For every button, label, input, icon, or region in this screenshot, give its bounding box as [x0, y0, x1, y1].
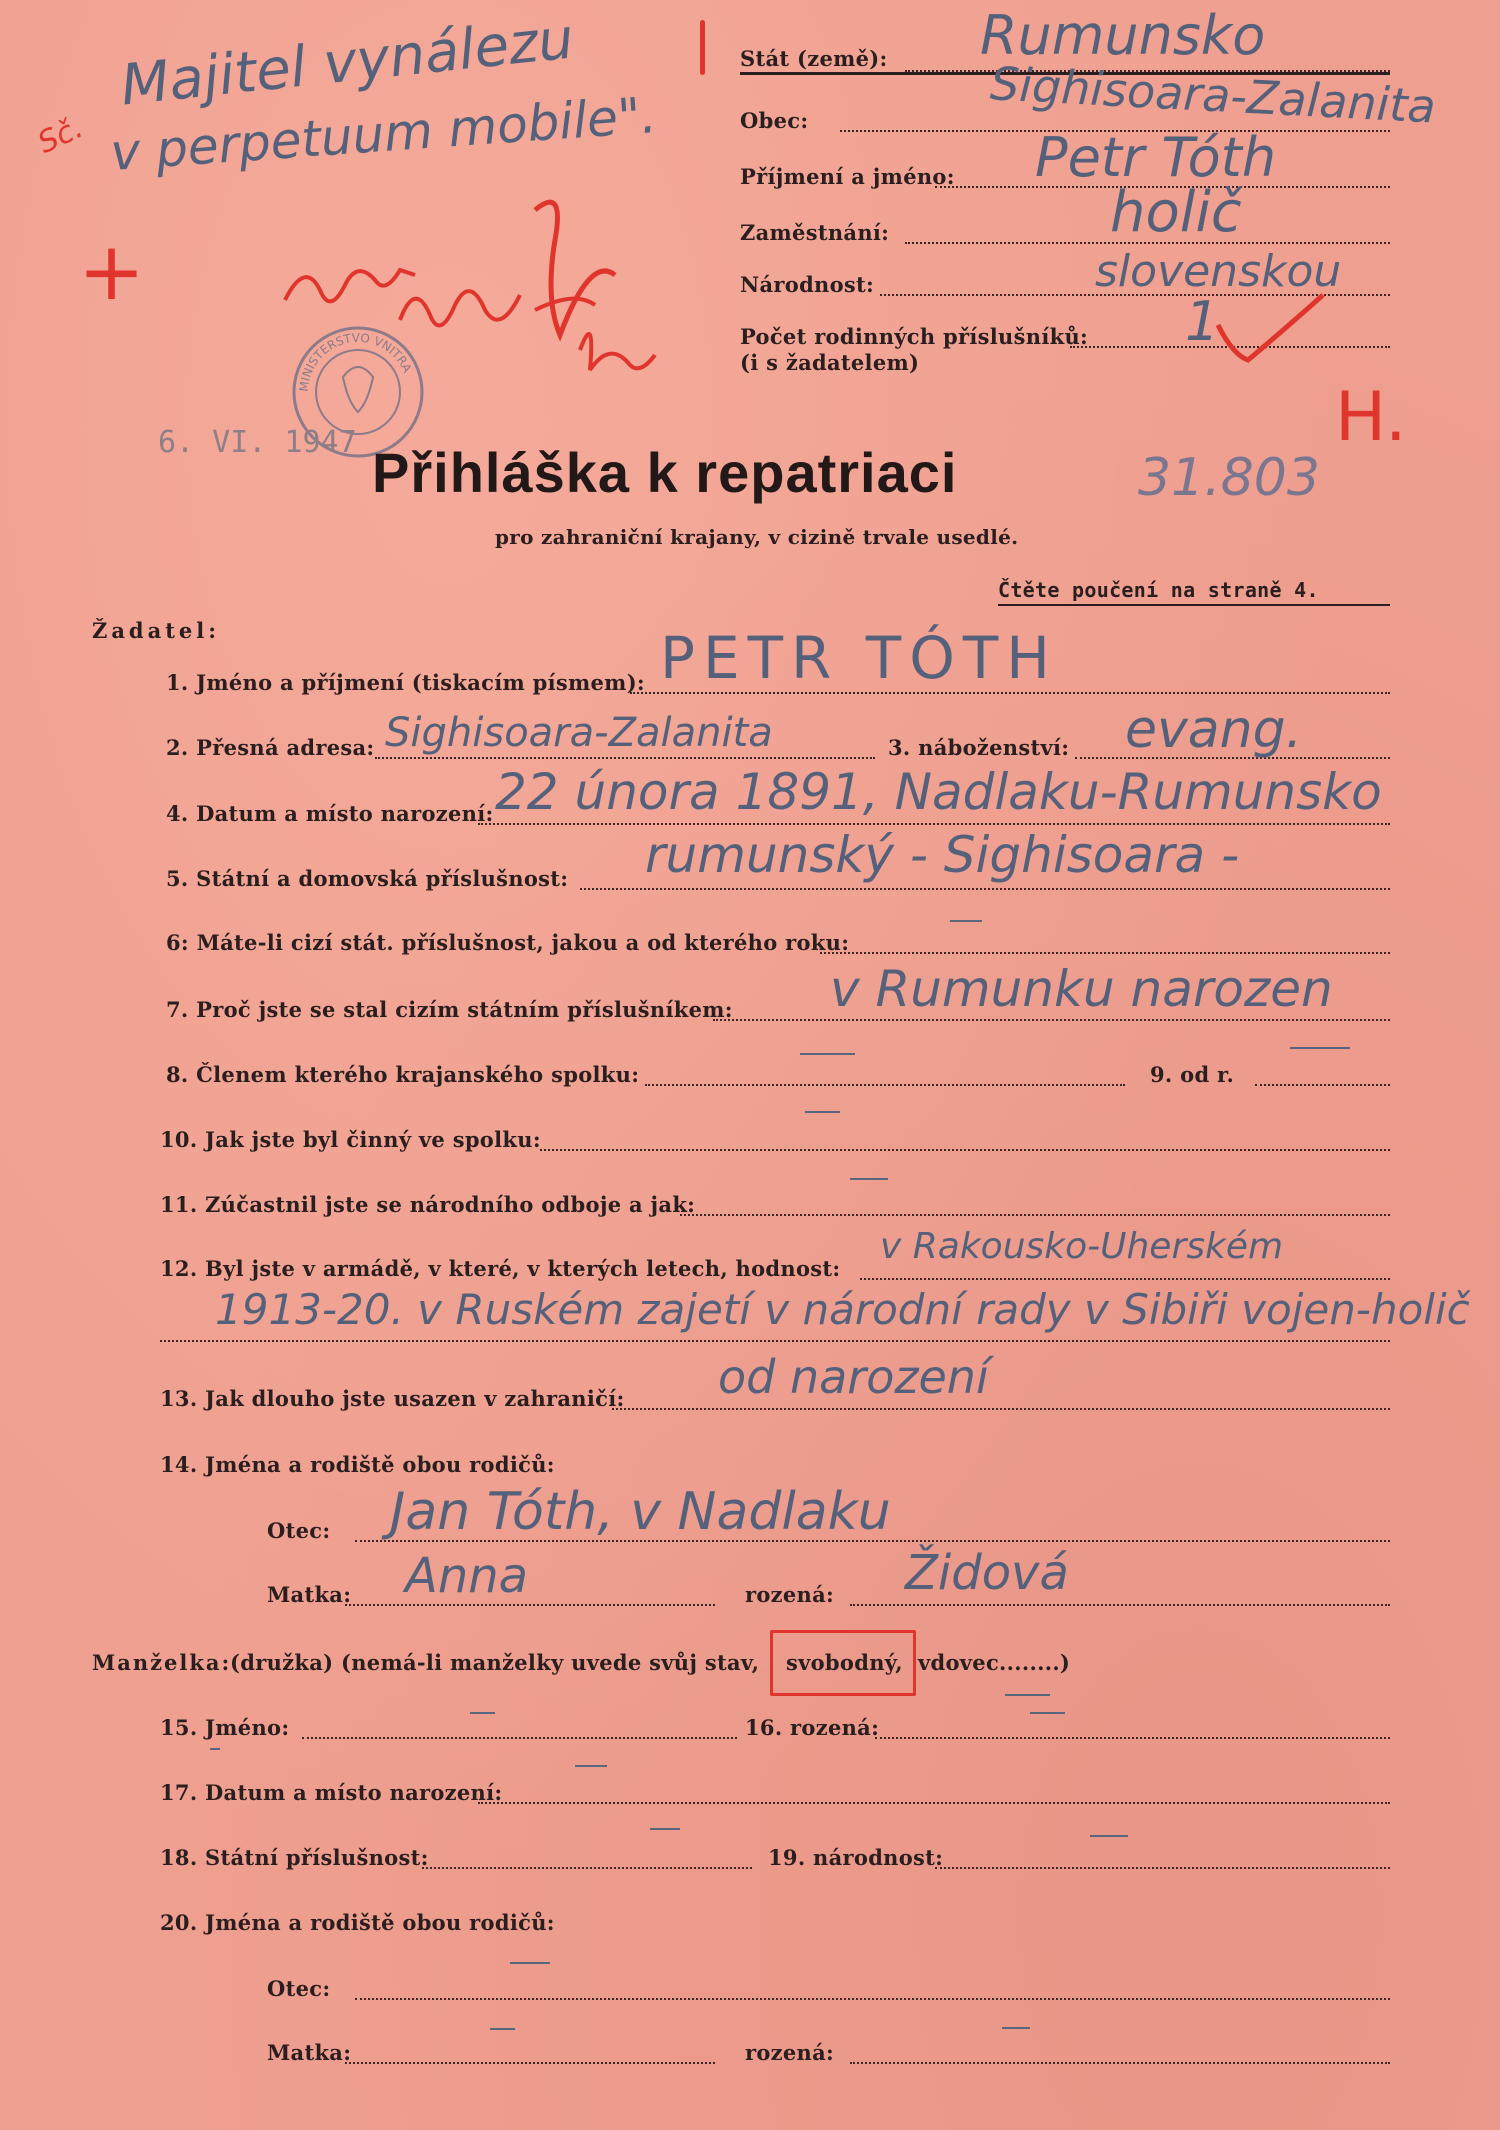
a1-value: PETR TÓTH: [660, 624, 1058, 692]
q16-label: 16. rozená:: [745, 1715, 880, 1740]
a14-matka-value: Anna: [405, 1548, 529, 1604]
a20-otec-dash: [510, 1962, 550, 1964]
q5-label: 5. Státní a domovská příslušnost:: [166, 866, 569, 891]
a7-value: v Rumunku narozen: [830, 960, 1333, 1018]
q13-label: 13. Jak dlouho jste usazen v zahraničí:: [160, 1386, 625, 1411]
zamestnani-value: holič: [1110, 180, 1242, 245]
a18-dash: [650, 1828, 680, 1830]
q9-line: [1255, 1084, 1390, 1086]
wife-svobodny: svobodný,: [786, 1650, 903, 1675]
q7-label: 7. Proč jste se stal cizím státním příslušníkem:: [166, 997, 733, 1022]
a2-value: Sighisoara-Zalanita: [385, 710, 773, 756]
corner-mark: Sč.: [32, 110, 89, 161]
a16-dash: [1030, 1712, 1065, 1714]
q12-label: 12. Byl jste v armádě, v které, v kterých letech, hodnost:: [160, 1256, 841, 1281]
narodnost-label: Národnost:: [740, 272, 875, 297]
a19-dash: [1090, 1835, 1128, 1837]
q20-rozena-line: [850, 2062, 1390, 2064]
prijmeni-label: Příjmení a jméno:: [740, 164, 955, 189]
stamp-text: MINISTERSTVO VNITRA: [296, 330, 415, 393]
stat-label: Stát (země):: [740, 46, 888, 71]
q6-label: 6: Máte-li cizí stát. příslušnost, jakou a od kterého roku:: [166, 930, 850, 955]
q8-line: [645, 1084, 1125, 1086]
note-line-1: Majitel vynálezu: [117, 6, 577, 119]
q1-label: 1. Jméno a příjmení (tiskacím písmem):: [166, 670, 645, 695]
a11-dash: [850, 1178, 888, 1180]
a12a-value: v Rakousko-Uherském: [880, 1226, 1284, 1267]
q9-label: 9. od r.: [1150, 1062, 1235, 1087]
q14-matka-label: Matka:: [267, 1582, 352, 1607]
prijmeni-value: Petr Tóth: [1035, 126, 1277, 189]
form-subtitle: pro zahraniční krajany, v cizině trvale usedlé.: [495, 525, 1019, 549]
wife-note-b: vdovec........): [918, 1650, 1071, 1675]
a8-dash: [800, 1053, 855, 1055]
obec-label: Obec:: [740, 108, 809, 133]
q8-label: 8. Členem kterého krajanského spolku:: [166, 1062, 640, 1087]
q11-label: 11. Zúčastnil jste se národního odboje a jak:: [160, 1192, 696, 1217]
q1-line: [630, 692, 1390, 694]
q14-otec-label: Otec:: [267, 1518, 331, 1543]
stat-value: Rumunsko: [980, 4, 1266, 67]
pocet-value: 1: [1185, 290, 1220, 353]
q20-label: 20. Jména a rodiště obou rodičů:: [160, 1910, 555, 1935]
a3-value: evang.: [1125, 700, 1303, 760]
wife-dash: [1005, 1694, 1050, 1696]
q13-line: [612, 1408, 1390, 1410]
q19-label: 19. národnost:: [768, 1845, 944, 1870]
q15-line: [302, 1737, 737, 1739]
q20-otec-line: [355, 1998, 1390, 2000]
a6-dash: [950, 920, 982, 922]
a4-value: 22 února 1891, Nadlaku-Rumunsko: [495, 763, 1382, 821]
received-date: 6. VI. 1947: [158, 425, 357, 460]
q17-line: [478, 1802, 1390, 1804]
a20-matka-dash: [490, 2028, 515, 2030]
q10-line: [540, 1149, 1390, 1151]
q4-line: [478, 823, 1390, 825]
q19-line: [935, 1867, 1390, 1869]
q12-line-a: [860, 1278, 1390, 1280]
q16-line: [875, 1737, 1390, 1739]
q2-label: 2. Přesná adresa:: [166, 735, 375, 760]
a13-value: od narození: [718, 1350, 989, 1404]
plus-mark: +: [78, 225, 146, 318]
q14-matka-line: [345, 1604, 715, 1606]
obec-value: Sighisoara-Zalanita: [988, 56, 1438, 134]
q20-otec-label: Otec:: [267, 1976, 331, 2001]
a14-otec-value: Jan Tóth, v Nadlaku: [390, 1482, 891, 1542]
note-line-2: v perpetuum mobile".: [108, 85, 659, 183]
narodnost-value: slovenskou: [1095, 246, 1342, 297]
q5-line: [580, 888, 1390, 890]
q17-label: 17. Datum a místo narození:: [160, 1780, 503, 1805]
h-mark: H.: [1335, 378, 1407, 457]
q12-line-b: [160, 1340, 1390, 1342]
a15-dash: [470, 1712, 495, 1714]
form-title: Přihláška k repatriaci: [372, 441, 958, 504]
q15-label: 15. Jméno:: [160, 1715, 290, 1740]
a20-rozena-dash: [1002, 2027, 1030, 2029]
wife-heading: Manželka:: [92, 1650, 232, 1675]
a14-rozena-value: Židová: [905, 1545, 1069, 1601]
file-number: 31.803: [1138, 448, 1320, 508]
a12b-value: 1913-20. v Ruském zajetí v národní rady v Sibiři vojen-holič: [215, 1285, 1470, 1334]
a9-dash: [1290, 1047, 1350, 1049]
instruction: Čtěte poučení na straně 4.: [998, 578, 1319, 602]
margin-dash: [210, 1748, 220, 1750]
q20-rozena-label: rozená:: [745, 2040, 835, 2065]
q4-label: 4. Datum a místo narození:: [166, 801, 494, 826]
pocet-label: Počet rodinných příslušníků:: [740, 324, 1089, 349]
q14-rozena-line: [850, 1604, 1390, 1606]
q18-line: [422, 1867, 752, 1869]
a5-value: rumunský - Sighisoara -: [645, 826, 1240, 884]
q3-label: 3. náboženství:: [888, 735, 1070, 760]
applicant-heading: Žadatel:: [92, 618, 221, 643]
red-check-mark: [1210, 290, 1330, 365]
q6-line: [820, 952, 1390, 954]
q20-matka-line: [345, 2062, 715, 2064]
q14-label: 14. Jména a rodiště obou rodičů:: [160, 1452, 555, 1477]
a10-dash: [805, 1111, 840, 1113]
q20-matka-label: Matka:: [267, 2040, 352, 2065]
q18-label: 18. Státní příslušnost:: [160, 1845, 429, 1870]
svobodny-red-box: [770, 1630, 916, 1696]
q2-line: [375, 757, 875, 759]
q11-line: [680, 1214, 1390, 1216]
red-vertical-mark: [700, 20, 705, 75]
q7-line: [713, 1019, 1390, 1021]
a17-dash: [575, 1765, 607, 1767]
zamestnani-label: Zaměstnání:: [740, 220, 890, 245]
q14-rozena-label: rozená:: [745, 1582, 835, 1607]
q10-label: 10. Jak jste byl činný ve spolku:: [160, 1127, 541, 1152]
wife-note-a: (družka) (nemá-li manželky uvede svůj stav,: [230, 1650, 760, 1675]
instruction-underline: [998, 604, 1390, 606]
pocet-sub: (i s žadatelem): [740, 350, 920, 375]
